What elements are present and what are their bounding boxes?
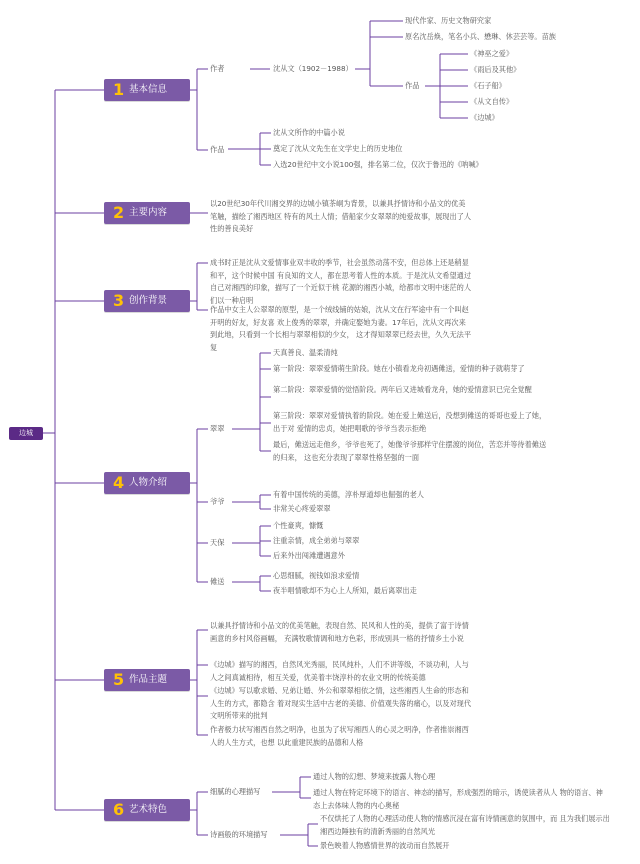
character-trait: 心思细腻，视钱如浪求爱情 [273, 571, 360, 580]
nuosong-branches [260, 576, 271, 591]
character-name-tianbao: 天保 [210, 538, 225, 547]
psych-branches [300, 777, 311, 798]
work-label: 作品 [210, 145, 225, 154]
works-item: 《石子船》 [470, 81, 506, 90]
character-name-nuosong: 傩送 [210, 577, 225, 586]
character-trait: 后来外出闯滩遭遇意外 [273, 551, 345, 560]
works-label: 作品 [405, 81, 420, 90]
root-branches [55, 90, 104, 810]
background-branches [197, 263, 208, 310]
art-psych-label: 细腻的心理描写 [210, 787, 261, 796]
character-trait: 天真善良、温柔清纯 [273, 348, 338, 357]
character-trait: 有着中国传统的美德，淳朴厚道却也倔强的老人 [273, 490, 424, 499]
art-item: 景色映着人物感情世界的波动而自然展开 [320, 841, 450, 850]
works-item: 《从文自传》 [470, 97, 514, 106]
author-label: 作者 [210, 64, 225, 73]
theme-text: 《边城》写以歌求婚、兄弟让婚、外公和翠翠相依之情，这些湘西人生命的形态和人生的方式，都隐含 着对现实生活中古老的美德、价值观失落的痛心，以及对现代文明所带来的批判 [210, 686, 472, 720]
author-detail-branches [370, 21, 403, 86]
env-branches [308, 824, 318, 846]
work-item: 入选20世纪中文小说100强，排名第二位，仅次于鲁迅的《呐喊》 [273, 160, 483, 169]
category-number: 2 [113, 203, 125, 222]
character-trait: 第一阶段：翠翠爱情萌生阶段。她在小镇看龙舟初遇傩送，爱情的种子就萌芽了 [273, 364, 525, 373]
category-label: 主要内容 [129, 207, 168, 218]
character-trait: 夜半唱情歌却不为心上人所知，最后离翠出走 [273, 586, 417, 595]
category-number: 5 [113, 670, 125, 689]
work-item: 奠定了沈从文先生在文学史上的历史地位 [273, 144, 403, 153]
background-text: 成书时正是沈从文爱情事业双丰收的季节，社会虽然动荡不安，但总体上还是稍显和平，这个时候中国 有良知的文人，都在思考着人性的本质。于是沈从文希望通过自己对湘西的印象，描写了一个近似于桃 花源的湘西小城，给都市文明中迷茫的人们以一种启明 [210, 258, 472, 305]
character-trait: 非常关心疼爱翠翠 [273, 504, 331, 513]
character-name-cuicui: 翠翠 [210, 424, 225, 433]
category-characters[interactable] [104, 472, 190, 494]
character-trait: 个性豪爽，慷慨 [273, 521, 324, 530]
category-number: 4 [113, 473, 125, 492]
works-branches [440, 54, 468, 118]
theme-text: 作者极力状写湘西自然之明净，也虽为了状写湘西人的心灵之明净，作者推崇湘西人的人生方式，也想 以此重建民族的品德和人格 [210, 725, 469, 747]
category-number: 3 [113, 291, 125, 310]
category-label: 艺术特色 [129, 804, 168, 815]
character-trait: 第二阶段：翠翠爱情的觉悟阶段。两年后又进城看龙舟，她的爱情意识已完全觉醒 [273, 385, 532, 394]
category-basic-info[interactable] [104, 79, 190, 101]
theme-text: 以兼具抒情诗和小品文的优美笔触，表现自然、民风和人性的美，提供了富于诗情画意的乡村风俗画幅， 充满牧歌情调和地方色彩，形成别具一格的抒情乡土小说 [210, 621, 469, 643]
category-theme[interactable] [104, 669, 190, 691]
character-name-yeye: 爷爷 [210, 497, 225, 506]
character-trait: 最后，傩送远走他乡，爷爷也死了，她像爷爷那样守住摆渡的岗位，苦恋并等待着傩送的归来， 这也充分表现了翠翠性格坚强的一面 [273, 440, 547, 462]
works-item: 《边城》 [470, 113, 499, 122]
main-content-text: 以20世纪30年代川湘交界的边城小镇茶峒为背景，以兼具抒情诗和小品文的优美笔触，描绘了湘西地区 特有的风土人情；借船家少女翠翠的纯爱故事，展现出了人性的善良美好 [210, 199, 472, 233]
category-label: 作品主题 [129, 674, 168, 685]
art-item: 不仅烘托了人物的心理活动使人物的情感沉浸在富有诗情画意的氛围中，而 且为我们展示出湘西边陲独有的清新秀丽的自然风光 [320, 814, 610, 836]
background-text: 作品中女主人公翠翠的原型，是一个绒线铺的姑娘，沈从文在行军途中有一个叫赵开明的好友，好友喜 欢上俊秀的翠翠，并确定娶她为妻。17年后，沈从文再次来到此地，只看到一个长相与翠翠相似的少女， 这才得知翠翠已经去世，久久无法平复 [210, 305, 472, 352]
works-item: 《雨后及其他》 [470, 65, 521, 74]
category-main-content[interactable] [104, 202, 190, 224]
tianbao-branches [260, 526, 271, 556]
works-item: 《神巫之爱》 [470, 49, 514, 58]
art-env-label: 诗画般的环境描写 [210, 830, 268, 839]
work-item-branches [260, 133, 271, 165]
work-item: 沈从文所作的中篇小说 [273, 128, 345, 137]
category-number: 1 [113, 80, 125, 99]
character-branches [197, 429, 208, 582]
character-trait: 注重亲情，成全弟弟与翠翠 [273, 536, 360, 545]
category-label: 创作背景 [129, 295, 168, 306]
category-background[interactable] [104, 290, 190, 312]
category-label: 基本信息 [129, 84, 168, 95]
cuicui-branches [260, 353, 271, 451]
art-branches [197, 792, 208, 835]
root-node-biancheng[interactable]: 边城 [9, 427, 43, 440]
category-art-features[interactable] [104, 799, 190, 821]
theme-text: 《边城》描写的湘西，自然风光秀丽，民风纯朴，人们不讲等级，不谈功利，人与人之间真诚相待，相互关爱，优美着丰饶淳朴的农业文明的传统美德 [210, 660, 469, 682]
character-trait: 第三阶段：翠翠对爱情执着的阶段。她在爱上傩送后，没想到傩送的哥哥也爱上了她，出于对 爱情的忠贞，她把唱歌的爷爷当表示拒绝 [273, 411, 547, 433]
art-item: 通过人物的幻想、梦境来披露人物心理 [313, 772, 436, 781]
category-number: 6 [113, 800, 125, 819]
art-item: 通过人物在特定环境下的语言、神态的描写，形成强烈的暗示，诱使读者从人 物的语言、神态上去体味人物的内心奥秘 [313, 788, 603, 810]
yeye-branches [260, 495, 271, 509]
theme-branches [197, 630, 208, 735]
category-label: 人物介绍 [129, 477, 168, 488]
author-desc-item: 现代作家、历史文物研究家 [405, 16, 492, 25]
author-desc-item: 原名沈岳焕，笔名小兵、懋琳、休芸芸等。苗族 [405, 32, 556, 41]
author-name: 沈从文（1902－1988） [273, 64, 353, 73]
basic-info-branches [197, 69, 208, 150]
